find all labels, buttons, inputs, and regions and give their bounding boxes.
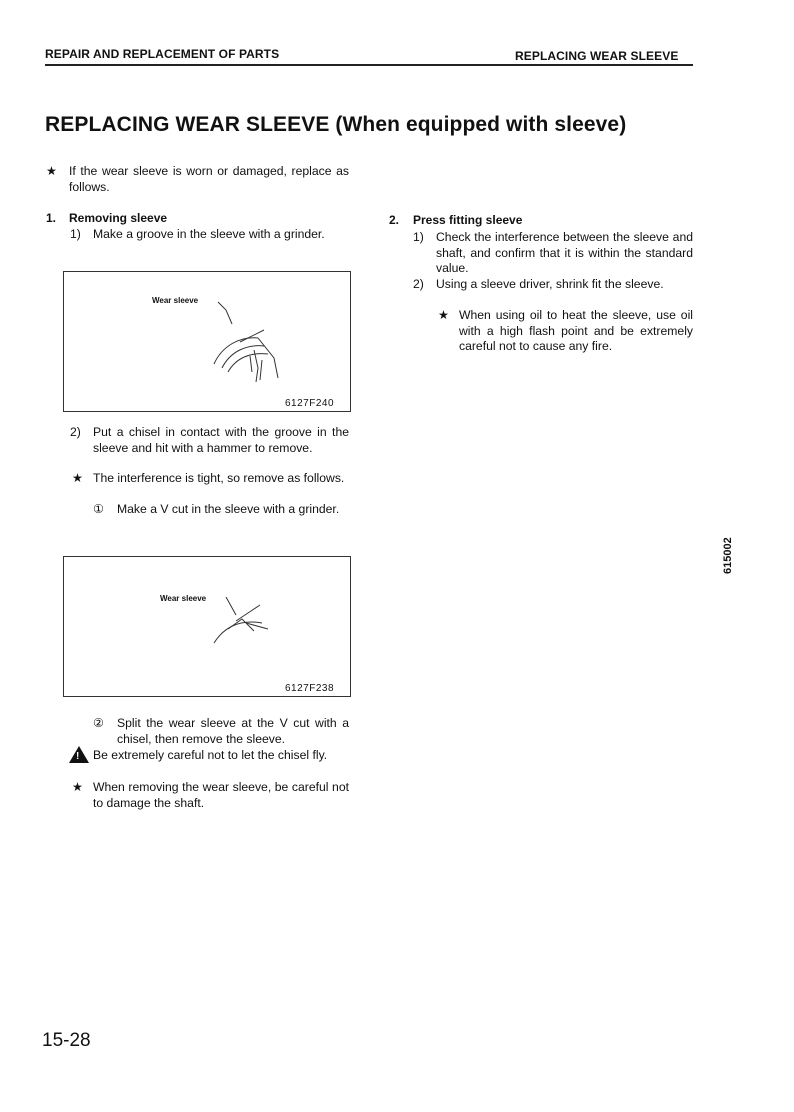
page-title: REPLACING WEAR SLEEVE (When equipped with sleeve) bbox=[45, 113, 627, 136]
step1-item2-number: 2) bbox=[70, 425, 81, 439]
header-rule bbox=[45, 64, 693, 66]
sub1-text: Make a V cut in the sleeve with a grinder. bbox=[117, 502, 340, 516]
figure-wear-sleeve-v-cut bbox=[63, 556, 351, 697]
step2-item2-text: Using a sleeve driver, shrink fit the sleeve. bbox=[436, 277, 664, 291]
note1-text: The interference is tight, so remove as follows. bbox=[93, 471, 345, 485]
intro-bullet: ★ bbox=[46, 164, 57, 178]
step2-item1-number: 1) bbox=[413, 230, 424, 244]
step2-note-text: When using oil to heat the sleeve, use oil with a high flash point and be extremely careful not to cause any fire. bbox=[459, 308, 693, 354]
sleeve-v-cut-illustration bbox=[64, 557, 350, 696]
step2-heading: Press fitting sleeve bbox=[413, 213, 523, 227]
figure1-code: 6127F240 bbox=[285, 398, 335, 409]
sleeve-groove-illustration bbox=[64, 272, 350, 411]
step2-note-bullet: ★ bbox=[438, 308, 449, 322]
step2-item1-text: Check the interference between the sleeve and shaft, and confirm that it is within the standard value. bbox=[436, 230, 693, 276]
figure2-label: Wear sleeve bbox=[160, 594, 207, 603]
step1-heading: Removing sleeve bbox=[69, 211, 168, 225]
warning-exclamation-icon: ! bbox=[76, 751, 80, 762]
page-number: 15-28 bbox=[42, 1030, 91, 1051]
sub1-number: ① bbox=[93, 502, 104, 516]
header-right: REPLACING WEAR SLEEVE bbox=[515, 49, 679, 63]
warning-text: Be extremely careful not to let the chisel fly. bbox=[93, 748, 328, 762]
step2-number: 2. bbox=[389, 213, 400, 227]
step1-item1-text: Make a groove in the sleeve with a grinder. bbox=[93, 227, 325, 241]
sub2-number: ② bbox=[93, 716, 104, 730]
intro-text: If the wear sleeve is worn or damaged, replace as follows. bbox=[69, 164, 349, 194]
note1-bullet: ★ bbox=[72, 471, 83, 485]
step2-item2-number: 2) bbox=[413, 277, 424, 291]
note2-bullet: ★ bbox=[72, 780, 83, 794]
figure1-label: Wear sleeve bbox=[152, 296, 199, 305]
header-left: REPAIR AND REPLACEMENT OF PARTS bbox=[45, 47, 280, 61]
side-document-code: 615002 bbox=[722, 537, 734, 574]
figure-wear-sleeve-groove bbox=[63, 271, 351, 412]
note2-text: When removing the wear sleeve, be careful not to damage the shaft. bbox=[93, 780, 349, 810]
step1-item2-text: Put a chisel in contact with the groove in the sleeve and hit with a hammer to remove. bbox=[93, 425, 349, 455]
step1-number: 1. bbox=[46, 211, 57, 225]
step1-item1-number: 1) bbox=[70, 227, 81, 241]
figure2-code: 6127F238 bbox=[285, 683, 335, 694]
sub2-text: Split the wear sleeve at the V cut with a chisel, then remove the sleeve. bbox=[117, 716, 349, 746]
